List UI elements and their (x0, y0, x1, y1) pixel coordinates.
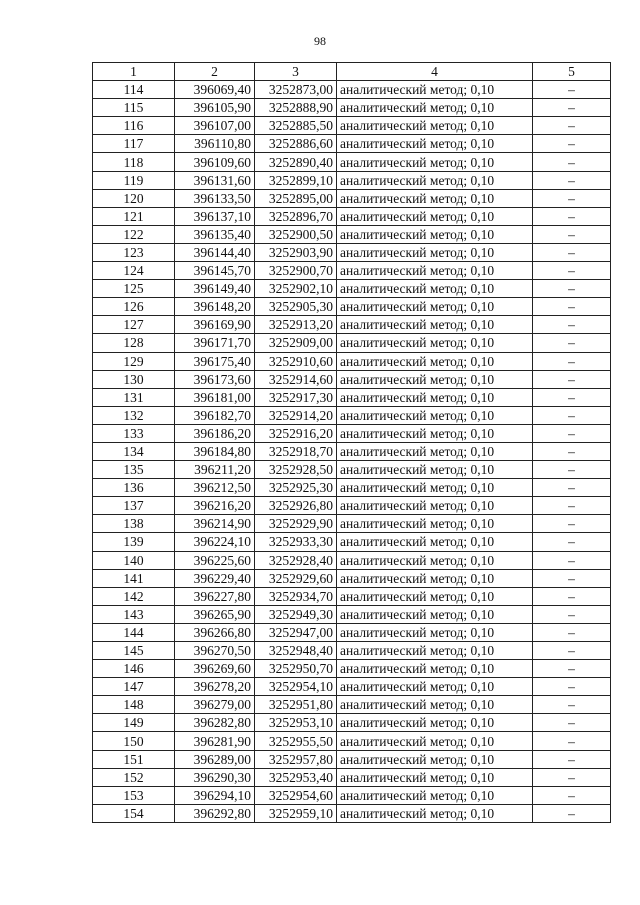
y-coordinate-cell: 3252873,00 (255, 81, 337, 99)
description-cell: – (533, 352, 611, 370)
method-accuracy-cell: аналитический метод; 0,10 (337, 243, 533, 261)
x-coordinate-cell: 396289,00 (175, 750, 255, 768)
description-cell: – (533, 461, 611, 479)
description-cell: – (533, 424, 611, 442)
method-accuracy-cell: аналитический метод; 0,10 (337, 424, 533, 442)
x-coordinate-cell: 396184,80 (175, 442, 255, 460)
point-number-cell: 120 (93, 189, 175, 207)
table-row (93, 605, 611, 623)
y-coordinate-cell: 3252957,80 (255, 750, 337, 768)
table-row (93, 207, 611, 225)
description-cell: – (533, 678, 611, 696)
point-number-cell: 148 (93, 696, 175, 714)
method-accuracy-cell: аналитический метод; 0,10 (337, 334, 533, 352)
description-cell: – (533, 642, 611, 660)
table-row (93, 298, 611, 316)
point-number-cell: 119 (93, 171, 175, 189)
y-coordinate-cell: 3252909,00 (255, 334, 337, 352)
description-cell: – (533, 696, 611, 714)
method-accuracy-cell: аналитический метод; 0,10 (337, 623, 533, 641)
method-accuracy-cell: аналитический метод; 0,10 (337, 551, 533, 569)
y-coordinate-cell: 3252926,80 (255, 497, 337, 515)
x-coordinate-cell: 396270,50 (175, 642, 255, 660)
y-coordinate-cell: 3252928,40 (255, 551, 337, 569)
table-row (93, 243, 611, 261)
y-coordinate-cell: 3252914,60 (255, 370, 337, 388)
y-coordinate-cell: 3252910,60 (255, 352, 337, 370)
description-cell: – (533, 243, 611, 261)
x-coordinate-cell: 396105,90 (175, 99, 255, 117)
x-coordinate-cell: 396224,10 (175, 533, 255, 551)
point-number-cell: 126 (93, 298, 175, 316)
method-accuracy-cell: аналитический метод; 0,10 (337, 605, 533, 623)
y-coordinate-cell: 3252933,30 (255, 533, 337, 551)
point-number-cell: 128 (93, 334, 175, 352)
point-number-cell: 137 (93, 497, 175, 515)
point-number-cell: 123 (93, 243, 175, 261)
x-coordinate-cell: 396278,20 (175, 678, 255, 696)
x-coordinate-cell: 396282,80 (175, 714, 255, 732)
y-coordinate-cell: 3252913,20 (255, 316, 337, 334)
y-coordinate-cell: 3252890,40 (255, 153, 337, 171)
y-coordinate-cell: 3252916,20 (255, 424, 337, 442)
table-row (93, 334, 611, 352)
table-row (93, 587, 611, 605)
x-coordinate-cell: 396137,10 (175, 207, 255, 225)
description-cell: – (533, 551, 611, 569)
table-row (93, 135, 611, 153)
x-coordinate-cell: 396135,40 (175, 225, 255, 243)
description-cell: – (533, 99, 611, 117)
x-coordinate-cell: 396109,60 (175, 153, 255, 171)
point-number-cell: 143 (93, 605, 175, 623)
table-body (93, 81, 611, 823)
description-cell: – (533, 406, 611, 424)
description-cell: – (533, 587, 611, 605)
method-accuracy-cell: аналитический метод; 0,10 (337, 804, 533, 822)
point-number-cell: 149 (93, 714, 175, 732)
point-number-cell: 131 (93, 388, 175, 406)
method-accuracy-cell: аналитический метод; 0,10 (337, 406, 533, 424)
method-accuracy-cell: аналитический метод; 0,10 (337, 642, 533, 660)
table-row (93, 442, 611, 460)
description-cell: – (533, 316, 611, 334)
description-cell: – (533, 479, 611, 497)
table-row (93, 515, 611, 533)
point-number-cell: 133 (93, 424, 175, 442)
table-row (93, 623, 611, 641)
point-number-cell: 129 (93, 352, 175, 370)
column-header-x-coordinate: 2 (175, 63, 255, 81)
method-accuracy-cell: аналитический метод; 0,10 (337, 99, 533, 117)
description-cell: – (533, 262, 611, 280)
description-cell: – (533, 442, 611, 460)
table-row (93, 569, 611, 587)
point-number-cell: 146 (93, 660, 175, 678)
description-cell: – (533, 623, 611, 641)
method-accuracy-cell: аналитический метод; 0,10 (337, 207, 533, 225)
description-cell: – (533, 732, 611, 750)
method-accuracy-cell: аналитический метод; 0,10 (337, 696, 533, 714)
x-coordinate-cell: 396294,10 (175, 786, 255, 804)
point-number-cell: 127 (93, 316, 175, 334)
point-number-cell: 134 (93, 442, 175, 460)
description-cell: – (533, 768, 611, 786)
point-number-cell: 138 (93, 515, 175, 533)
method-accuracy-cell: аналитический метод; 0,10 (337, 660, 533, 678)
description-cell: – (533, 171, 611, 189)
x-coordinate-cell: 396173,60 (175, 370, 255, 388)
point-number-cell: 152 (93, 768, 175, 786)
table-row (93, 768, 611, 786)
column-header-description: 5 (533, 63, 611, 81)
method-accuracy-cell: аналитический метод; 0,10 (337, 316, 533, 334)
description-cell: – (533, 153, 611, 171)
y-coordinate-cell: 3252928,50 (255, 461, 337, 479)
point-number-cell: 114 (93, 81, 175, 99)
method-accuracy-cell: аналитический метод; 0,10 (337, 714, 533, 732)
y-coordinate-cell: 3252953,10 (255, 714, 337, 732)
method-accuracy-cell: аналитический метод; 0,10 (337, 786, 533, 804)
table-row (93, 533, 611, 551)
method-accuracy-cell: аналитический метод; 0,10 (337, 171, 533, 189)
description-cell: – (533, 786, 611, 804)
description-cell: – (533, 750, 611, 768)
x-coordinate-cell: 396182,70 (175, 406, 255, 424)
x-coordinate-cell: 396169,90 (175, 316, 255, 334)
x-coordinate-cell: 396229,40 (175, 569, 255, 587)
table-row (93, 551, 611, 569)
y-coordinate-cell: 3252947,00 (255, 623, 337, 641)
method-accuracy-cell: аналитический метод; 0,10 (337, 768, 533, 786)
method-accuracy-cell: аналитический метод; 0,10 (337, 370, 533, 388)
x-coordinate-cell: 396069,40 (175, 81, 255, 99)
description-cell: – (533, 569, 611, 587)
point-number-cell: 150 (93, 732, 175, 750)
method-accuracy-cell: аналитический метод; 0,10 (337, 569, 533, 587)
point-number-cell: 142 (93, 587, 175, 605)
x-coordinate-cell: 396171,70 (175, 334, 255, 352)
method-accuracy-cell: аналитический метод; 0,10 (337, 479, 533, 497)
table-row (93, 316, 611, 334)
point-number-cell: 147 (93, 678, 175, 696)
y-coordinate-cell: 3252895,00 (255, 189, 337, 207)
table-row (93, 153, 611, 171)
x-coordinate-cell: 396181,00 (175, 388, 255, 406)
x-coordinate-cell: 396216,20 (175, 497, 255, 515)
column-header-y-coordinate: 3 (255, 63, 337, 81)
description-cell: – (533, 117, 611, 135)
x-coordinate-cell: 396227,80 (175, 587, 255, 605)
table-row (93, 225, 611, 243)
method-accuracy-cell: аналитический метод; 0,10 (337, 750, 533, 768)
x-coordinate-cell: 396214,90 (175, 515, 255, 533)
description-cell: – (533, 660, 611, 678)
x-coordinate-cell: 396148,20 (175, 298, 255, 316)
x-coordinate-cell: 396292,80 (175, 804, 255, 822)
y-coordinate-cell: 3252953,40 (255, 768, 337, 786)
description-cell: – (533, 714, 611, 732)
table-row (93, 479, 611, 497)
method-accuracy-cell: аналитический метод; 0,10 (337, 461, 533, 479)
x-coordinate-cell: 396107,00 (175, 117, 255, 135)
point-number-cell: 115 (93, 99, 175, 117)
table-header-row (93, 63, 611, 81)
x-coordinate-cell: 396175,40 (175, 352, 255, 370)
table-row (93, 171, 611, 189)
method-accuracy-cell: аналитический метод; 0,10 (337, 262, 533, 280)
point-number-cell: 116 (93, 117, 175, 135)
column-header-point-number: 1 (93, 63, 175, 81)
description-cell: – (533, 533, 611, 551)
y-coordinate-cell: 3252903,90 (255, 243, 337, 261)
point-number-cell: 121 (93, 207, 175, 225)
y-coordinate-cell: 3252886,60 (255, 135, 337, 153)
y-coordinate-cell: 3252900,50 (255, 225, 337, 243)
x-coordinate-cell: 396279,00 (175, 696, 255, 714)
point-number-cell: 130 (93, 370, 175, 388)
method-accuracy-cell: аналитический метод; 0,10 (337, 280, 533, 298)
method-accuracy-cell: аналитический метод; 0,10 (337, 732, 533, 750)
method-accuracy-cell: аналитический метод; 0,10 (337, 388, 533, 406)
method-accuracy-cell: аналитический метод; 0,10 (337, 497, 533, 515)
table-row (93, 696, 611, 714)
y-coordinate-cell: 3252929,60 (255, 569, 337, 587)
y-coordinate-cell: 3252954,60 (255, 786, 337, 804)
method-accuracy-cell: аналитический метод; 0,10 (337, 352, 533, 370)
table-row (93, 750, 611, 768)
table-row (93, 262, 611, 280)
table-row (93, 642, 611, 660)
x-coordinate-cell: 396281,90 (175, 732, 255, 750)
method-accuracy-cell: аналитический метод; 0,10 (337, 298, 533, 316)
x-coordinate-cell: 396269,60 (175, 660, 255, 678)
y-coordinate-cell: 3252959,10 (255, 804, 337, 822)
table-row (93, 81, 611, 99)
table-row (93, 99, 611, 117)
x-coordinate-cell: 396266,80 (175, 623, 255, 641)
point-number-cell: 144 (93, 623, 175, 641)
table-row (93, 424, 611, 442)
x-coordinate-cell: 396225,60 (175, 551, 255, 569)
point-number-cell: 135 (93, 461, 175, 479)
y-coordinate-cell: 3252951,80 (255, 696, 337, 714)
table-row (93, 497, 611, 515)
x-coordinate-cell: 396212,50 (175, 479, 255, 497)
y-coordinate-cell: 3252949,30 (255, 605, 337, 623)
coordinates-table (92, 62, 611, 823)
point-number-cell: 141 (93, 569, 175, 587)
page-number: 98 (314, 34, 326, 48)
table-row (93, 370, 611, 388)
description-cell: – (533, 497, 611, 515)
y-coordinate-cell: 3252899,10 (255, 171, 337, 189)
y-coordinate-cell: 3252917,30 (255, 388, 337, 406)
method-accuracy-cell: аналитический метод; 0,10 (337, 678, 533, 696)
description-cell: – (533, 189, 611, 207)
y-coordinate-cell: 3252896,70 (255, 207, 337, 225)
point-number-cell: 132 (93, 406, 175, 424)
y-coordinate-cell: 3252955,50 (255, 732, 337, 750)
point-number-cell: 140 (93, 551, 175, 569)
method-accuracy-cell: аналитический метод; 0,10 (337, 515, 533, 533)
description-cell: – (533, 298, 611, 316)
method-accuracy-cell: аналитический метод; 0,10 (337, 135, 533, 153)
description-cell: – (533, 370, 611, 388)
point-number-cell: 151 (93, 750, 175, 768)
description-cell: – (533, 280, 611, 298)
table-row (93, 406, 611, 424)
x-coordinate-cell: 396290,30 (175, 768, 255, 786)
x-coordinate-cell: 396186,20 (175, 424, 255, 442)
table-row (93, 678, 611, 696)
x-coordinate-cell: 396149,40 (175, 280, 255, 298)
table-row (93, 117, 611, 135)
y-coordinate-cell: 3252902,10 (255, 280, 337, 298)
x-coordinate-cell: 396211,20 (175, 461, 255, 479)
y-coordinate-cell: 3252948,40 (255, 642, 337, 660)
y-coordinate-cell: 3252925,30 (255, 479, 337, 497)
method-accuracy-cell: аналитический метод; 0,10 (337, 442, 533, 460)
table-row (93, 714, 611, 732)
table-row (93, 660, 611, 678)
description-cell: – (533, 135, 611, 153)
table-row (93, 732, 611, 750)
column-header-method-accuracy: 4 (337, 63, 533, 81)
description-cell: – (533, 334, 611, 352)
x-coordinate-cell: 396144,40 (175, 243, 255, 261)
y-coordinate-cell: 3252885,50 (255, 117, 337, 135)
description-cell: – (533, 388, 611, 406)
point-number-cell: 153 (93, 786, 175, 804)
description-cell: – (533, 515, 611, 533)
x-coordinate-cell: 396265,90 (175, 605, 255, 623)
table-row (93, 352, 611, 370)
point-number-cell: 145 (93, 642, 175, 660)
x-coordinate-cell: 396131,60 (175, 171, 255, 189)
y-coordinate-cell: 3252918,70 (255, 442, 337, 460)
point-number-cell: 124 (93, 262, 175, 280)
x-coordinate-cell: 396133,50 (175, 189, 255, 207)
point-number-cell: 154 (93, 804, 175, 822)
point-number-cell: 117 (93, 135, 175, 153)
table-row (93, 280, 611, 298)
point-number-cell: 136 (93, 479, 175, 497)
point-number-cell: 118 (93, 153, 175, 171)
y-coordinate-cell: 3252905,30 (255, 298, 337, 316)
point-number-cell: 125 (93, 280, 175, 298)
description-cell: – (533, 207, 611, 225)
method-accuracy-cell: аналитический метод; 0,10 (337, 153, 533, 171)
table-row (93, 461, 611, 479)
description-cell: – (533, 804, 611, 822)
y-coordinate-cell: 3252914,20 (255, 406, 337, 424)
point-number-cell: 139 (93, 533, 175, 551)
y-coordinate-cell: 3252934,70 (255, 587, 337, 605)
table-row (93, 804, 611, 822)
table-row (93, 786, 611, 804)
table-row (93, 189, 611, 207)
description-cell: – (533, 605, 611, 623)
method-accuracy-cell: аналитический метод; 0,10 (337, 225, 533, 243)
y-coordinate-cell: 3252954,10 (255, 678, 337, 696)
method-accuracy-cell: аналитический метод; 0,10 (337, 533, 533, 551)
x-coordinate-cell: 396145,70 (175, 262, 255, 280)
table-row (93, 388, 611, 406)
y-coordinate-cell: 3252950,70 (255, 660, 337, 678)
description-cell: – (533, 81, 611, 99)
method-accuracy-cell: аналитический метод; 0,10 (337, 587, 533, 605)
description-cell: – (533, 225, 611, 243)
y-coordinate-cell: 3252888,90 (255, 99, 337, 117)
method-accuracy-cell: аналитический метод; 0,10 (337, 81, 533, 99)
y-coordinate-cell: 3252929,90 (255, 515, 337, 533)
method-accuracy-cell: аналитический метод; 0,10 (337, 117, 533, 135)
y-coordinate-cell: 3252900,70 (255, 262, 337, 280)
method-accuracy-cell: аналитический метод; 0,10 (337, 189, 533, 207)
point-number-cell: 122 (93, 225, 175, 243)
x-coordinate-cell: 396110,80 (175, 135, 255, 153)
